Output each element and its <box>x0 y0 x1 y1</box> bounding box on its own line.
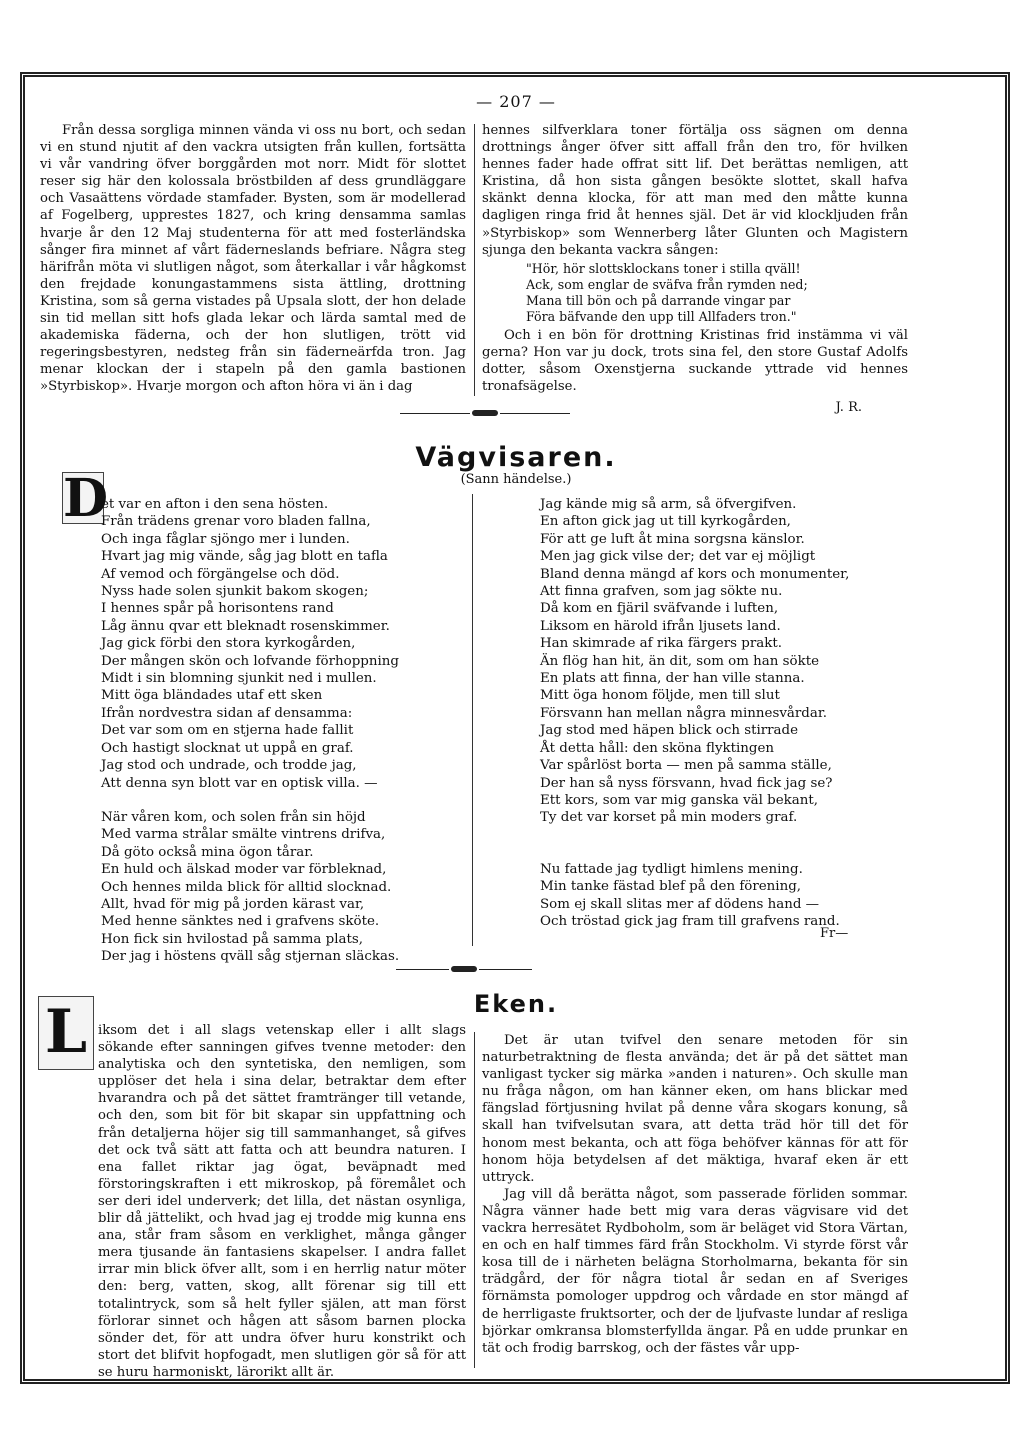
article1-signature: J. R. <box>835 400 862 416</box>
poem-line: För att ge luft åt mina sorgsna känslor. <box>540 531 805 547</box>
poem-line: Då kom en fjäril sväfvande i luften, <box>540 601 779 617</box>
poem-line: En afton gick jag ut till kyrkogården, <box>540 514 791 530</box>
article2-dropcap: L <box>38 996 94 1070</box>
poem-line: Men jag gick vilse der; det var ej möjligt <box>540 549 816 565</box>
page-number: — 207 — <box>476 92 556 111</box>
poem-right-column <box>540 496 849 930</box>
poem-line: Låg ännu qvar ett bleknadt rosenskimmer. <box>101 618 390 634</box>
poem-line: Att denna syn blott var en optisk villa. — <box>101 775 378 791</box>
article2-paragraph: Jag vill då berätta något, som passerade förliden sommar. Några vänner hade bett mig vara deras vägvisare vid det vackra herresätet Rydboholm, som är beläget vid Stora Värtan, en och en half timmes färd från Stockholm. Vi styrde först vår kosa till de i närheten belägna Storholmarna, bekanta för sin trädgård, der för några tiotal år sedan en af Sveriges förnämsta pomologer uppdrog och vårdade en stor mängd af de herrligaste fruktsorter, och der de ljufvaste lundar af resliga björkar omkransa blomsterfyllda ängar. På en udde prunkar en tät och frodig barrskog, och der fästes vår upp- <box>482 1186 908 1356</box>
article2-column-left <box>98 1022 466 1381</box>
poem-line: Hon fick sin hvilostad på samma plats, <box>101 931 363 947</box>
section-ornament <box>400 409 570 417</box>
poem-line: Då göto också mina ögon tårar. <box>101 844 314 860</box>
column-divider <box>474 124 475 396</box>
stanza-gap <box>540 827 849 844</box>
article2-column-right <box>482 1032 908 1357</box>
poem-line: Han skimrade af rika färgers prakt. <box>540 636 782 652</box>
poem-line: Och inga fåglar sjöngo mer i lunden. <box>101 531 350 547</box>
article1-column-right <box>482 122 908 416</box>
column-divider <box>474 1032 475 1368</box>
verse-line: Ack, som englar de sväfva från rymden ned; <box>526 276 808 292</box>
poem-line: Allt, hvad för mig på jorden kärast var, <box>101 896 365 912</box>
poem-line: Och hennes milda blick för alltid slocknad. <box>101 879 392 895</box>
poem-line: Från trädens grenar voro bladen fallna, <box>101 514 371 530</box>
poem-line: Att finna grafven, som jag sökte nu. <box>540 584 783 600</box>
poem-line: I hennes spår på horisontens rand <box>101 601 334 617</box>
poem-line: Mitt öga honom följde, men till slut <box>540 688 780 704</box>
poem-line: Än flög han hit, än dit, som om han sökte <box>540 653 820 669</box>
poem-line: Jag stod med häpen blick och stirrade <box>540 723 799 739</box>
poem-line: Min tanke fästad blef på den förening, <box>540 879 802 895</box>
poem-line: Och hastigt slocknat ut uppå en graf. <box>101 740 354 756</box>
poem-dropcap: D <box>63 468 109 529</box>
poem-line: Nu fattade jag tydligt himlens mening. <box>540 861 803 877</box>
poem-line: Der jag i höstens qväll såg stjernan släckas. <box>101 949 400 965</box>
poem-line: Liksom en härold ifrån ljusets land. <box>540 618 781 634</box>
poem-line: Jag kände mig så arm, så öfvergifven. <box>540 497 797 512</box>
poem-line: Det var som om en stjerna hade fallit <box>101 723 354 739</box>
poem-signature: Fr— <box>820 926 849 941</box>
poem-line: et var en afton i den sena hösten. <box>101 497 329 512</box>
poem-line: Der han så nyss försvann, hvad fick jag se? <box>540 775 833 791</box>
article1-paragraph: Från dessa sorgliga minnen vända vi oss nu bort, och sedan vi en stund njutit af den vackra utsigten från kullen, fortsätta vi vår vandring öfver borggården mot norr. Midt för slottet reser sig här den kolossala bröstbilden af dess grundläggare och Vasaättens vördade stamfader. Bysten, som är modellerad af Fogelberg, upprestes 1827, och kring densamma samlas hvarje år den 12 Maj studenterna för att med fosterländska sånger fira minnet af vårt fäderneslands befriare. Några steg härifrån möta vi slutligen något, som återkallar i vår hågkomst den frejdade konungastammens sista ättling, drottning Kristina, som så gerna vistades på Upsala slott, der hon delade sin tid mellan sitt hofs glada lekar och lärda samtal med de akademiska fäderna, och der hon slutligen, trött vid regeringsbestyren, nedsteg från sin fäderneärfda tron. Jag menar klockan der i stapeln på den gamla bastionen »Styrbiskop». Hvarje morgon och afton höra vi än i dag <box>40 123 466 395</box>
poem-line: Som ej skall slitas mer af dödens hand — <box>540 896 820 912</box>
poem-left-column <box>101 496 399 966</box>
poem-line: Midt i sin blomning sjunkit ned i mullen. <box>101 671 377 687</box>
article2-title: Eken. <box>473 990 559 1018</box>
verse-line: Föra bäfvande den upp till Allfaders tron." <box>526 308 797 324</box>
poem-divider <box>472 494 473 946</box>
article1-column-left <box>40 122 466 396</box>
article2-paragraph: iksom det i all slags vetenskap eller i allt slags sökande efter sanningen gifves tvenne metoder: den analytiska och den syntetiska, den nemligen, som upplöser det hela i sina delar, betraktar dem efter hvarandra och på det sättet framtränger till vetande, och den, som bit för bit skapar sin uppfattning och från detaljerna höjer sig till sammanhanget, så gifves det ock två sätt att fatta och att beundra naturen. I ena fallet riktar jag ögat, beväpnadt med förstoringskraften i ett mikroskop, på föremålet och ser deri idel underverk; det lilla, det nästan osynliga, blir då jättelikt, och hvad jag ej trodde mig kunna ens ana, står fram såsom en verklighet, många gånger mera tjusande än fantasiens skapelser. I andra fallet irrar min blick öfver allt, som i en herrlig natur möter den: berg, vatten, skog, allt förenar sig till ett totalintryck, som så helt fyller själen, att man först förlorar sinnet och hågen att såsom barnen plocka sönder det, för att undra öfver huru konstrikt och stort det blifvit hopfogadt, men slutligen gör så för att se huru harmoniskt, lärorikt allt är. <box>98 1023 466 1380</box>
poem-line: Mitt öga bländades utaf ett sken <box>101 688 323 704</box>
stanza-gap <box>540 844 849 861</box>
stanza-gap <box>101 792 399 809</box>
poem-line: Ifrån nordvestra sidan af densamma: <box>101 705 353 721</box>
poem-line: Försvann han mellan några minnesvårdar. <box>540 705 828 721</box>
song-verse <box>526 261 908 325</box>
poem-line: Ett kors, som var mig ganska väl bekant, <box>540 792 819 808</box>
poem-line: Och tröstad gick jag fram till grafvens rand. <box>540 913 840 929</box>
poem-line: Var spårlöst borta — men på samma ställe, <box>540 758 832 774</box>
poem-line: Nyss hade solen sjunkit bakom skogen; <box>101 584 369 600</box>
poem-line: Med varma strålar smälte vintrens drifva, <box>101 827 386 843</box>
article1-paragraph-cont: hennes silfverklara toner förtälja oss sägnen om denna drottnings ånger öfver sitt affall från den tro, för hvilken hennes fader hade offrat sitt lif. Det berättas nemligen, att Kristina, då hon sista gången besökte slottet, skall hafva skänkt denna klocka, för att man med den måtte kunna dagligen ringa frid åt hennes själ. Det är vid klockljuden från »Styrbiskop» som Wennerberg låter Glunten och Magistern sjunga den bekanta vackra sången: <box>482 123 908 258</box>
poem-title: Vägvisaren. <box>415 442 617 473</box>
poem-line: Bland denna mängd af kors och monumenter, <box>540 566 850 582</box>
poem-line: En huld och älskad moder var förbleknad, <box>101 862 387 878</box>
poem-subtitle: (Sann händelse.) <box>460 472 572 487</box>
poem-line: En plats att finna, der han ville stanna. <box>540 671 805 687</box>
poem-line: Af vemod och förgängelse och död. <box>101 566 340 582</box>
verse-line: "Hör, hör slottsklockans toner i stilla qväll! <box>526 260 801 276</box>
poem-line: Med henne sänktes ned i grafvens sköte. <box>101 914 380 930</box>
section-ornament <box>396 965 532 973</box>
article1-paragraph-end: Och i en bön för drottning Kristinas frid instämma vi väl gerna? Hon var ju dock, trots sina fel, den store Gustaf Adolfs dotter, såsom Oxenstjerna suckande yttrade vid hennes tronafsägelse. <box>482 327 908 395</box>
poem-line: Jag gick förbi den stora kyrkogården, <box>101 636 356 652</box>
poem-line: Ty det var korset på min moders graf. <box>540 810 798 826</box>
poem-line: Hvart jag mig vände, såg jag blott en tafla <box>101 549 388 565</box>
poem-line: Jag stod och undrade, och trodde jag, <box>101 758 357 774</box>
poem-line: Åt detta håll: den sköna flyktingen <box>540 740 775 756</box>
poem-line: Der mången skön och lofvande förhoppning <box>101 653 399 669</box>
article2-paragraph: Det är utan tvifvel den senare metoden för sin naturbetraktning de flesta använda; det är på det sättet man vanligast tycker sig märka »anden i naturen». Och skulle man nu fråga någon, om han känner eken, om hans blickar med fängslad förtjusning hvilat på denne våra skogars konung, så skall han tvifvelsutan svara, att detta träd hör till det för honom mest bekanta, och att föga behöfver kännas för att för honom höja betydelsen af det mäktiga, hvaraf eken är ett uttryck. <box>482 1033 908 1185</box>
poem-line: När våren kom, och solen från sin höjd <box>101 809 366 825</box>
verse-line: Mana till bön och på darrande vingar par <box>526 292 791 308</box>
